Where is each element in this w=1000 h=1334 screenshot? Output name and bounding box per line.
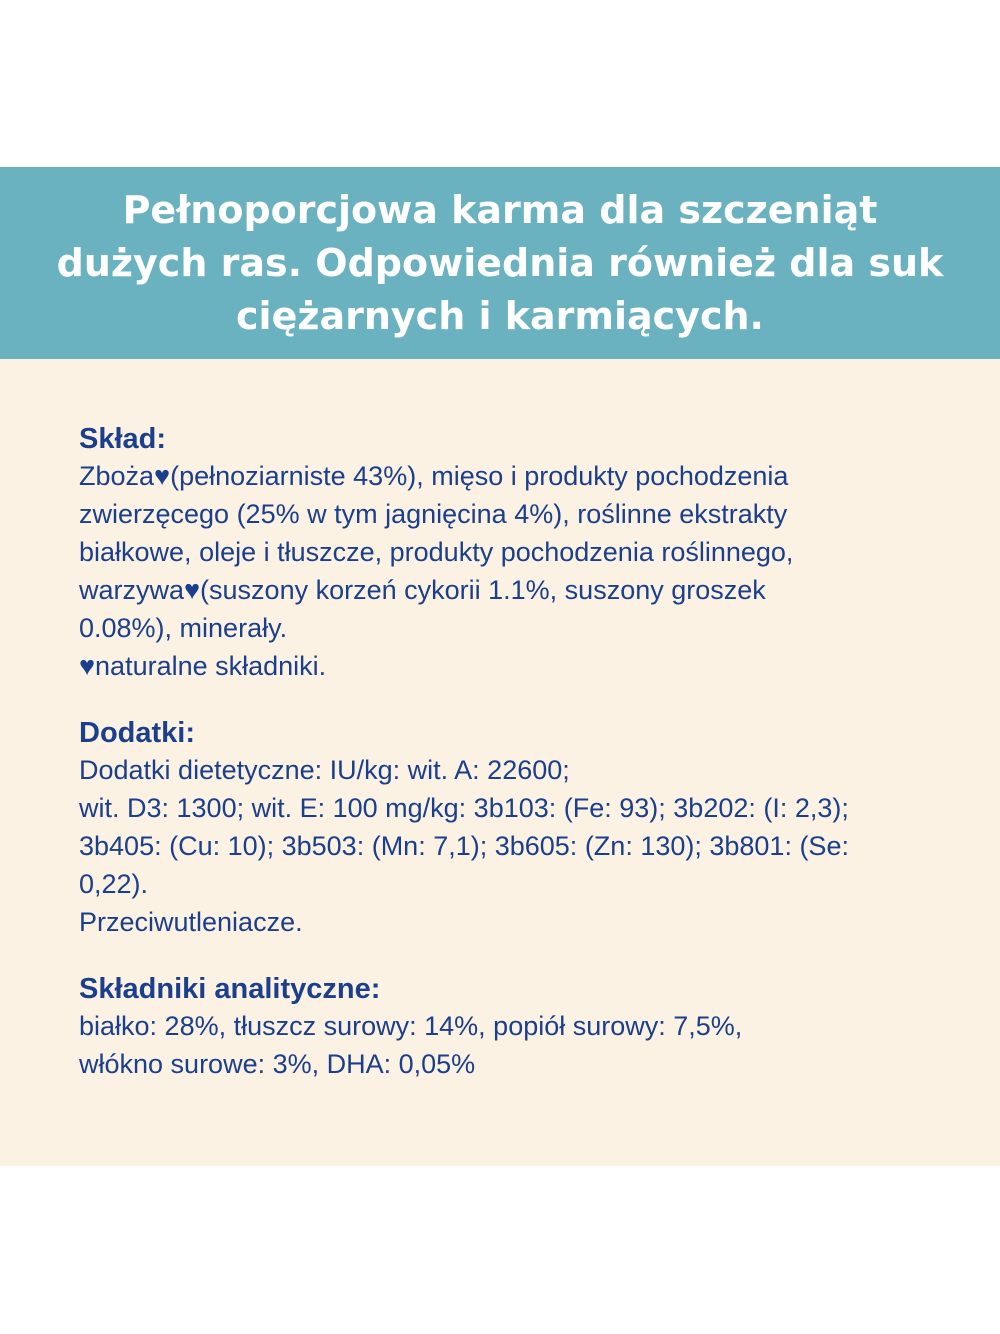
section-line: białkowe, oleje i tłuszcze, produkty pochodzenia roślinnego, bbox=[79, 537, 794, 567]
section-heading-skladniki-analityczne: Składniki analityczne: bbox=[79, 973, 381, 1005]
section-skladniki bbox=[79, 421, 939, 685]
section-line: białko: 28%, tłuszcz surowy: 14%, popiół surowy: 7,5%, bbox=[79, 1011, 743, 1041]
section-line: Dodatki dietetyczne: IU/kg: wit. A: 22600; bbox=[79, 755, 570, 785]
section-line: warzywa♥(suszony korzeń cykorii 1.1%, suszony groszek bbox=[79, 575, 766, 605]
section-line: 0,22). bbox=[79, 869, 149, 899]
section-line: wit. D3: 1300; wit. E: 100 mg/kg: 3b103: (Fe: 93); 3b202: (I: 2,3); bbox=[79, 793, 849, 823]
section-line: Przeciwutleniacze. bbox=[79, 907, 303, 937]
composition-panel bbox=[0, 359, 1000, 1166]
section-line: Zboża♥(pełnoziarniste 43%), mięso i produkty pochodzenia bbox=[79, 461, 789, 491]
section-heading-sklad: Skład: bbox=[79, 423, 167, 455]
section-skladniki-analityczne bbox=[79, 971, 939, 1083]
section-heading-dodatki: Dodatki: bbox=[79, 717, 195, 749]
section-line: zwierzęcego (25% w tym jagnięcina 4%), roślinne ekstrakty bbox=[79, 499, 788, 529]
title-banner bbox=[0, 167, 1000, 359]
composition-content bbox=[79, 421, 939, 1083]
section-dodatki bbox=[79, 715, 939, 941]
product-description-title: Pełnoporcjowa karma dla szczeniąt dużych ras. Odpowiednia również dla suk ciężarnych i karmiących. bbox=[56, 187, 944, 338]
section-line: 3b405: (Cu: 10); 3b503: (Mn: 7,1); 3b605: (Zn: 130); 3b801: (Se: bbox=[79, 831, 849, 861]
section-line: włókno surowe: 3%, DHA: 0,05% bbox=[79, 1049, 476, 1079]
section-line: ♥naturalne składniki. bbox=[79, 651, 327, 681]
section-line: 0.08%), minerały. bbox=[79, 613, 288, 643]
